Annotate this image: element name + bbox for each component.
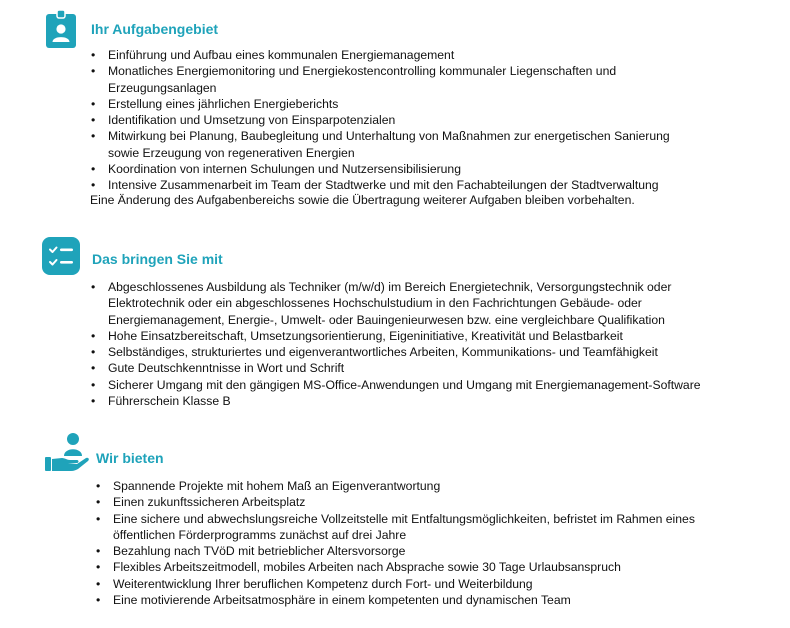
list-item-text: Hohe Einsatzbereitschaft, Umsetzungsorientierung, Eigeninitiative, Kreativität und Belastbarkeit xyxy=(108,328,623,343)
bullet-icon: • xyxy=(91,96,96,111)
list-item xyxy=(90,47,670,63)
bullet-icon: • xyxy=(91,328,96,343)
list-item xyxy=(90,328,701,344)
list-item xyxy=(95,494,695,510)
list-item-text: Gute Deutschkenntnisse in Wort und Schrift xyxy=(108,361,345,376)
bullet-icon: • xyxy=(96,479,101,493)
list-item xyxy=(90,360,701,376)
list-item xyxy=(95,543,695,559)
list-item xyxy=(90,279,701,328)
task-list xyxy=(90,47,670,194)
bullet-icon: • xyxy=(91,48,96,62)
list-item-text: Einen zukunftssicheren Arbeitsplatz xyxy=(113,495,306,510)
requirements-list xyxy=(90,279,701,409)
list-item xyxy=(90,96,670,112)
list-item-text: Monatliches Energiemonitoring und Energiekostencontrolling kommunaler Liegenschaften und xyxy=(108,64,617,79)
list-item-text: Bezahlung nach TVöD mit betrieblicher Altersvorsorge xyxy=(113,544,406,559)
bullet-icon: • xyxy=(91,178,96,193)
bullet-icon: • xyxy=(91,361,96,376)
list-item xyxy=(95,478,695,494)
list-item xyxy=(90,161,670,177)
bullet-icon: • xyxy=(96,560,101,575)
bullet-icon: • xyxy=(91,113,96,128)
hand-person-icon xyxy=(44,432,90,474)
list-item-text: Führerschein Klasse B xyxy=(108,394,231,409)
list-item-text: Mitwirkung bei Planung, Baubegleitung und Unterhaltung von Maßnahmen zur energetischen Sanierung xyxy=(108,129,670,144)
section-title: Das bringen Sie mit xyxy=(92,251,223,267)
list-item-text: öffentlichen Förderprogramms zunächst auf drei Jahre xyxy=(113,527,407,542)
list-item xyxy=(90,112,670,128)
list-item xyxy=(90,344,701,360)
list-item-text: Selbständiges, strukturiertes und eigenverantwortliches Arbeiten, Kommunikations- und Teamfähigkeit xyxy=(108,345,658,360)
benefits-list xyxy=(95,478,695,608)
list-item-text: Koordination von internen Schulungen und Nutzersensibilisierung xyxy=(108,162,461,177)
bullet-icon: • xyxy=(96,576,101,591)
list-item-text: Abgeschlossenes Ausbildung als Techniker (m/w/d) im Bereich Energietechnik, Versorgungstechnik oder xyxy=(108,280,672,294)
list-item-text: Weiterentwicklung Ihrer beruflichen Kompetenz durch Fort- und Weiterbildung xyxy=(113,576,533,591)
list-item xyxy=(90,377,701,393)
bullet-icon: • xyxy=(91,394,96,409)
list-item-text: Flexibles Arbeitszeitmodell, mobiles Arbeiten nach Absprache sowie 30 Tage Urlaubsanspruch xyxy=(113,560,621,575)
bullet-icon: • xyxy=(96,544,101,559)
list-item xyxy=(95,592,695,608)
checklist-icon xyxy=(42,237,80,275)
list-item-text: Identifikation und Umsetzung von Einsparpotenzialen xyxy=(108,113,396,128)
bullet-icon: • xyxy=(91,64,96,79)
list-item-text: Erstellung eines jährlichen Energieberichts xyxy=(108,96,339,111)
list-item xyxy=(90,128,670,161)
bullet-icon: • xyxy=(91,280,96,294)
list-item-text: Erzeugungsanlagen xyxy=(108,80,217,95)
list-item-text: Energiemanagement, Energie-, Umwelt- oder Bauingenieurwesen bzw. eine vergleichbare Qualifikation xyxy=(108,312,665,327)
list-item xyxy=(95,559,695,575)
list-item xyxy=(90,63,670,96)
list-item-text: Einführung und Aufbau eines kommunalen Energiemanagement xyxy=(108,48,455,62)
section-title: Ihr Aufgabengebiet xyxy=(91,21,219,37)
bullet-icon: • xyxy=(96,511,101,526)
list-item-text: Elektrotechnik oder ein abgeschlossenes Hochschulstudium in den Fachrichtungen Gebäude- oder xyxy=(108,296,642,311)
section-title: Wir bieten xyxy=(96,450,164,466)
list-item xyxy=(90,393,701,409)
list-item xyxy=(95,576,695,592)
list-item-text: Sicherer Umgang mit den gängigen MS-Office-Anwendungen und Umgang mit Energiemanagement-Software xyxy=(108,377,701,392)
list-item-text: Eine sichere und abwechslungsreiche Vollzeitstelle mit Entfaltungsmöglichkeiten, befristet im Rahmen eines xyxy=(113,511,695,526)
list-item-text: sowie Erzeugung von regenerativen Energien xyxy=(108,145,355,160)
list-item-text: Intensive Zusammenarbeit im Team der Stadtwerke und mit den Fachabteilungen der Stadtverwaltung xyxy=(108,178,659,193)
bullet-icon: • xyxy=(91,345,96,360)
bullet-icon: • xyxy=(91,129,96,144)
list-item xyxy=(95,511,695,544)
bullet-icon: • xyxy=(96,593,101,608)
bullet-icon: • xyxy=(96,495,101,510)
bullet-icon: • xyxy=(91,162,96,177)
list-item-text: Eine motivierende Arbeitsatmosphäre in einem kompetenten und dynamischen Team xyxy=(113,593,571,608)
list-item-text: Spannende Projekte mit hohem Maß an Eigenverantwortung xyxy=(113,479,441,493)
section-note: Eine Änderung des Aufgabenbereichs sowie die Übertragung weiterer Aufgaben bleiben vorbehalten. xyxy=(90,193,635,207)
bullet-icon: • xyxy=(91,377,96,392)
id-badge-icon xyxy=(44,8,78,50)
